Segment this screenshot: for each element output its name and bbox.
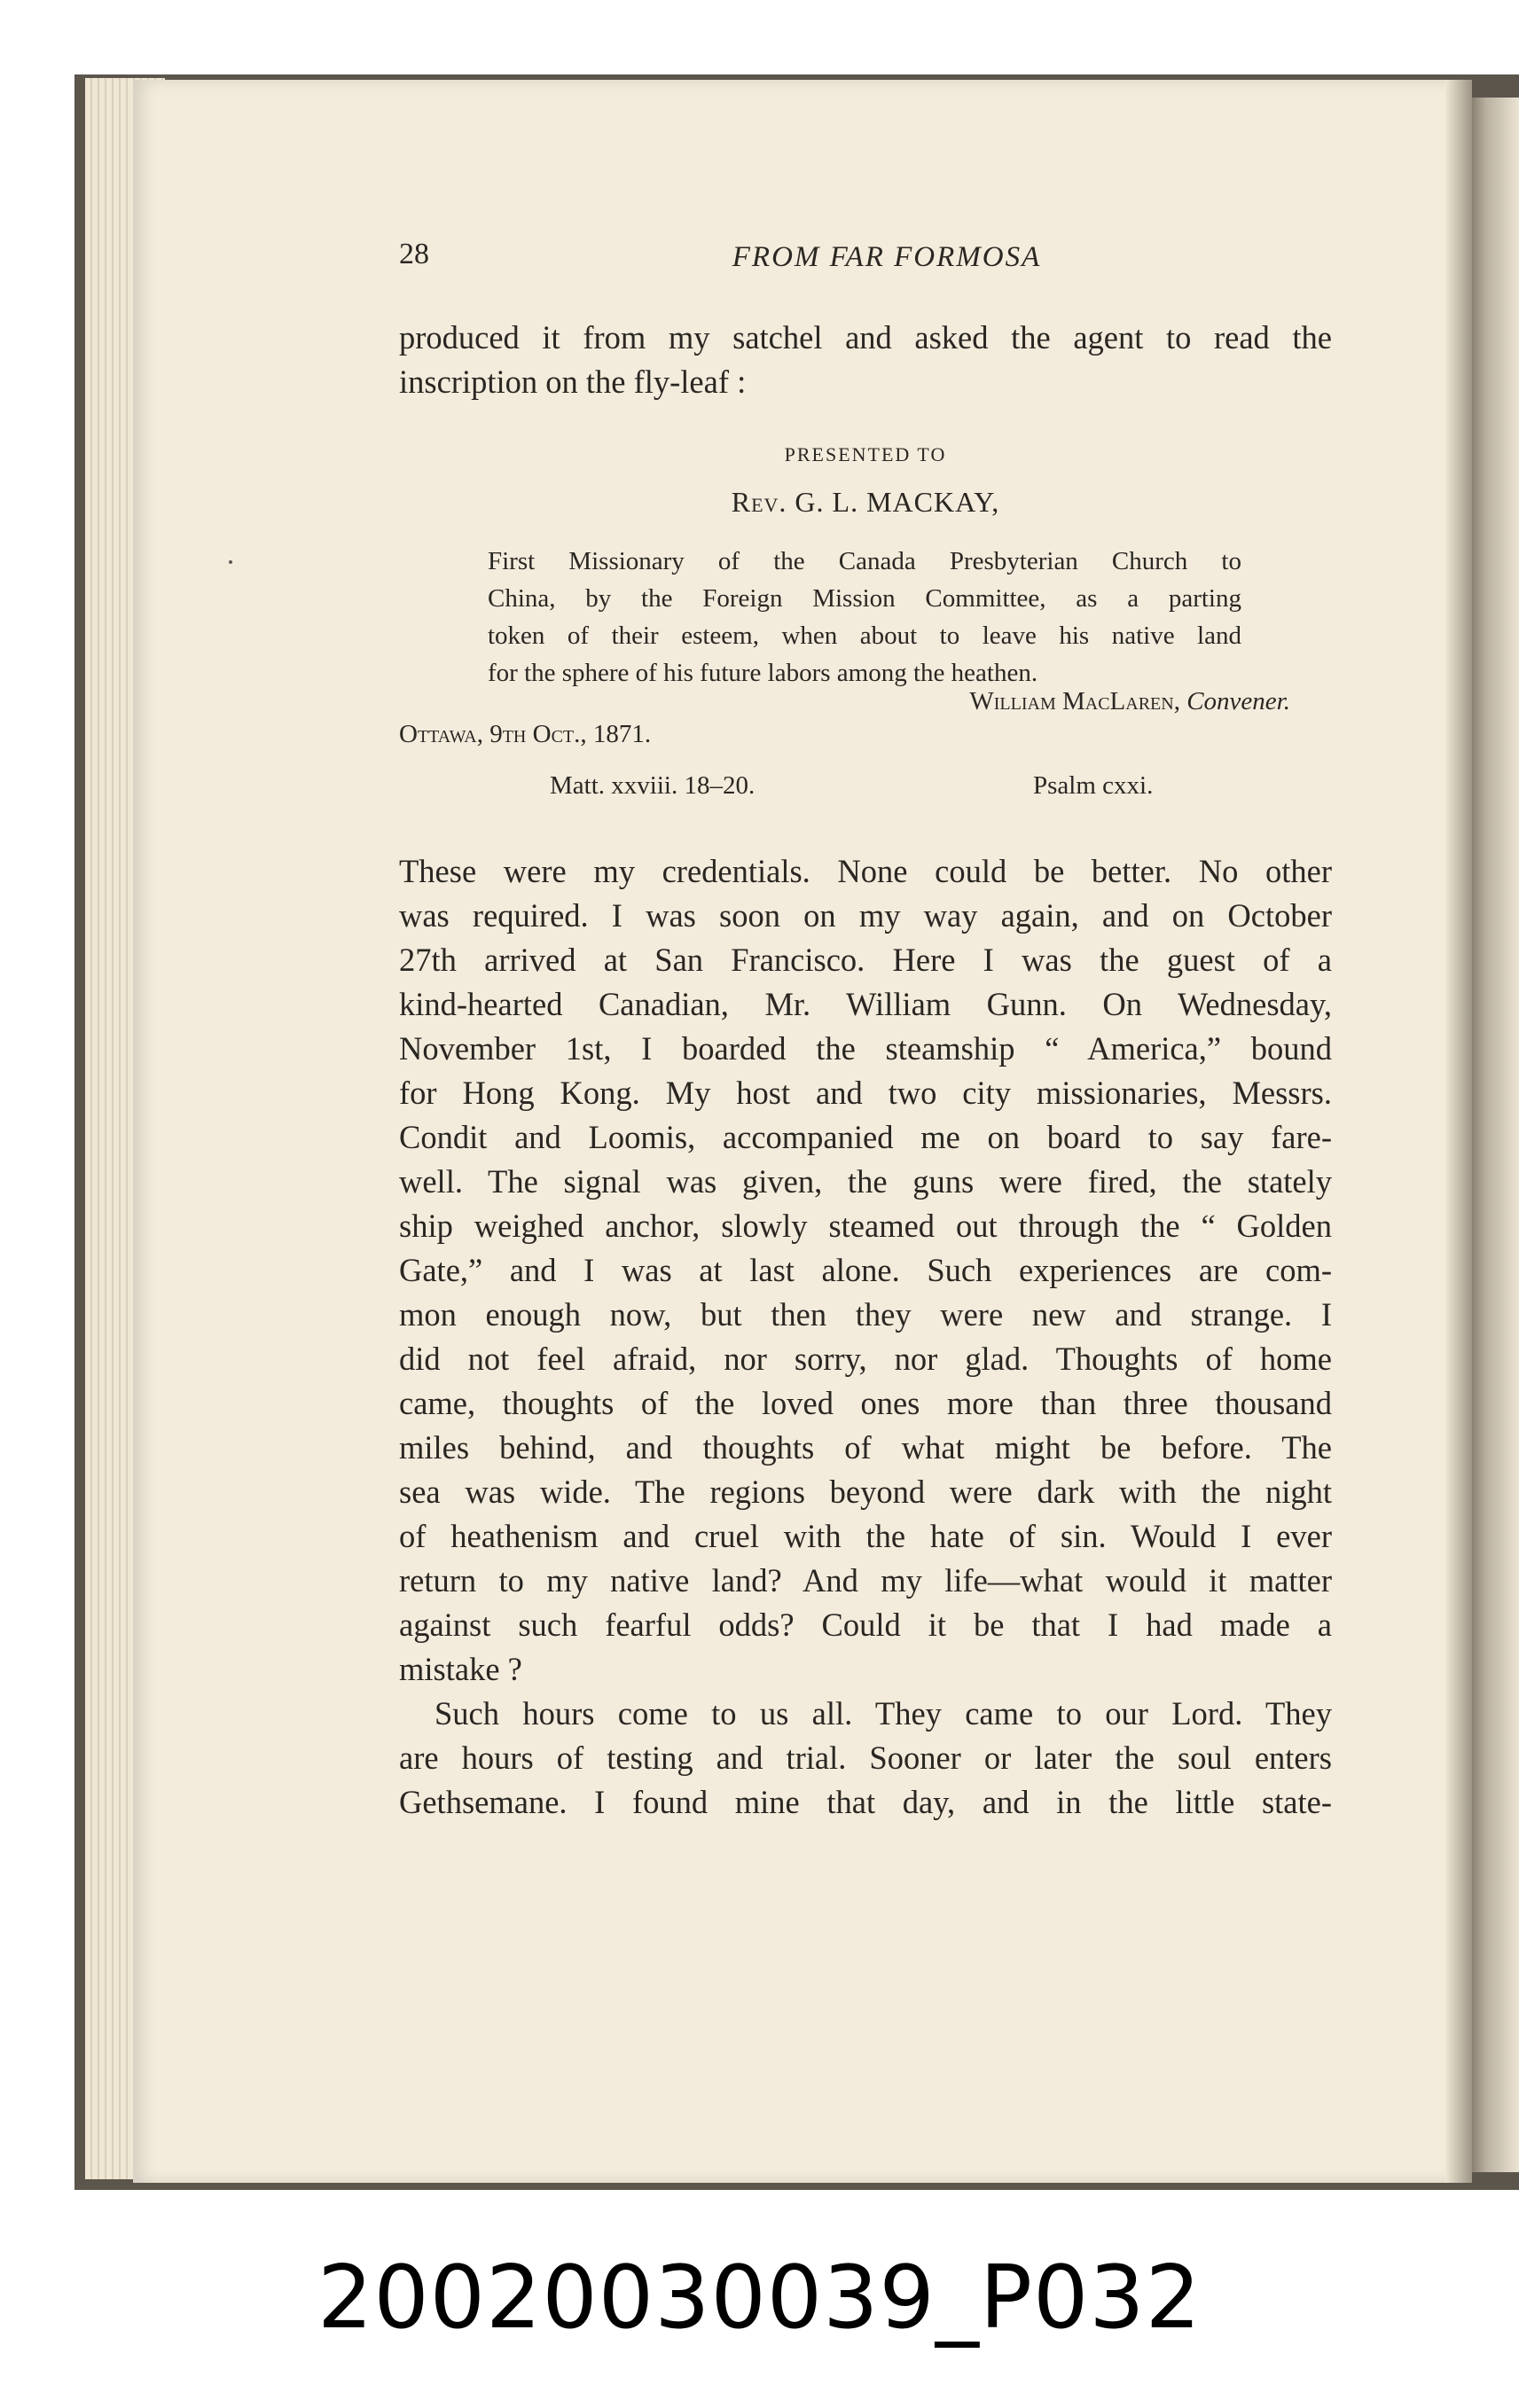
paragraph-1 (399, 849, 1332, 1692)
inscription-line: for the sphere of his future labors among the heathen. (488, 659, 1038, 687)
text-line: against such fearful odds? Could it be that I had made a (399, 1607, 1332, 1643)
text-line: was required. I was soon on my way again, and on October (399, 897, 1332, 934)
text-line: miles behind, and thoughts of what might be before. The (399, 1429, 1332, 1466)
inscription-line: China, by the Foreign Mission Committee, as a parting (488, 584, 1241, 613)
intro-text (399, 316, 1332, 404)
text-line: ship weighed anchor, slowly steamed out through the “ Golden (399, 1208, 1332, 1244)
text-line: return to my native land? And my life—what would it matter (399, 1562, 1332, 1599)
text-line: well. The signal was given, the guns were fired, the stately (399, 1163, 1332, 1200)
text-line: sea was wide. The regions beyond were dark with the night (399, 1474, 1332, 1510)
inscription-name: Rev. G. L. MACKAY, (731, 486, 1000, 518)
scripture-reference-matthew: Matt. xxviii. 18–20. (550, 771, 756, 800)
signatory-name: William MacLaren, (969, 687, 1180, 715)
pencil-dot (229, 560, 232, 564)
inscription-place-date: Ottawa, 9th Oct., 1871. (399, 720, 652, 748)
page-header (399, 238, 1330, 291)
text-line: came, thoughts of the loved ones more than three thousand (399, 1385, 1332, 1421)
facing-page-edge (1472, 98, 1519, 2172)
text-line: These were my credentials. None could be better. No other (399, 853, 1332, 889)
text-line: for Hong Kong. My host and two city missionaries, Messrs. (399, 1075, 1332, 1111)
text-line: inscription on the fly-leaf : (399, 364, 747, 400)
text-line: mistake ? (399, 1651, 522, 1687)
page-gutter (1445, 80, 1472, 2183)
text-line: are hours of testing and trial. Sooner or later the soul enters (399, 1740, 1332, 1776)
text-line: did not feel afraid, nor sorry, nor glad. Thoughts of home (399, 1341, 1332, 1377)
inscription-signature (399, 687, 1290, 716)
text-line: of heathenism and cruel with the hate of sin. Would I ever (399, 1518, 1332, 1554)
signatory-role: Convener. (1186, 687, 1290, 715)
text-line: kind-hearted Canadian, Mr. William Gunn. On Wednesday, (399, 986, 1332, 1022)
text-line: Such hours come to us all. They came to our Lord. They (435, 1695, 1332, 1732)
running-head: FROM FAR FORMOSA (732, 241, 1042, 273)
paragraph-2 (399, 1692, 1332, 1825)
text-line: November 1st, I boarded the steamship “ America,” bound (399, 1030, 1332, 1067)
text-line: Condit and Loomis, accompanied me on board to say fare- (399, 1119, 1332, 1155)
text-line: mon enough now, but then they were new and strange. I (399, 1296, 1332, 1333)
text-line: 27th arrived at San Francisco. Here I was the guest of a (399, 942, 1332, 978)
inscription-line: First Missionary of the Canada Presbyterian Church to (488, 547, 1241, 575)
page-number: 28 (399, 238, 429, 270)
scripture-reference-psalm: Psalm cxxi. (1033, 771, 1154, 800)
inscription-line: token of their esteem, when about to leave his native land (488, 622, 1241, 650)
inscription-body (488, 543, 1241, 692)
text-line: Gethsemane. I found mine that day, and in the little state- (399, 1784, 1332, 1820)
text-line: Gate,” and I was at last alone. Such experiences are com- (399, 1252, 1332, 1288)
archive-identifier: 20020030039_P032 (317, 2248, 1202, 2349)
text-line: produced it from my satchel and asked the agent to read the (399, 319, 1332, 356)
inscription-label: PRESENTED TO (784, 443, 947, 465)
